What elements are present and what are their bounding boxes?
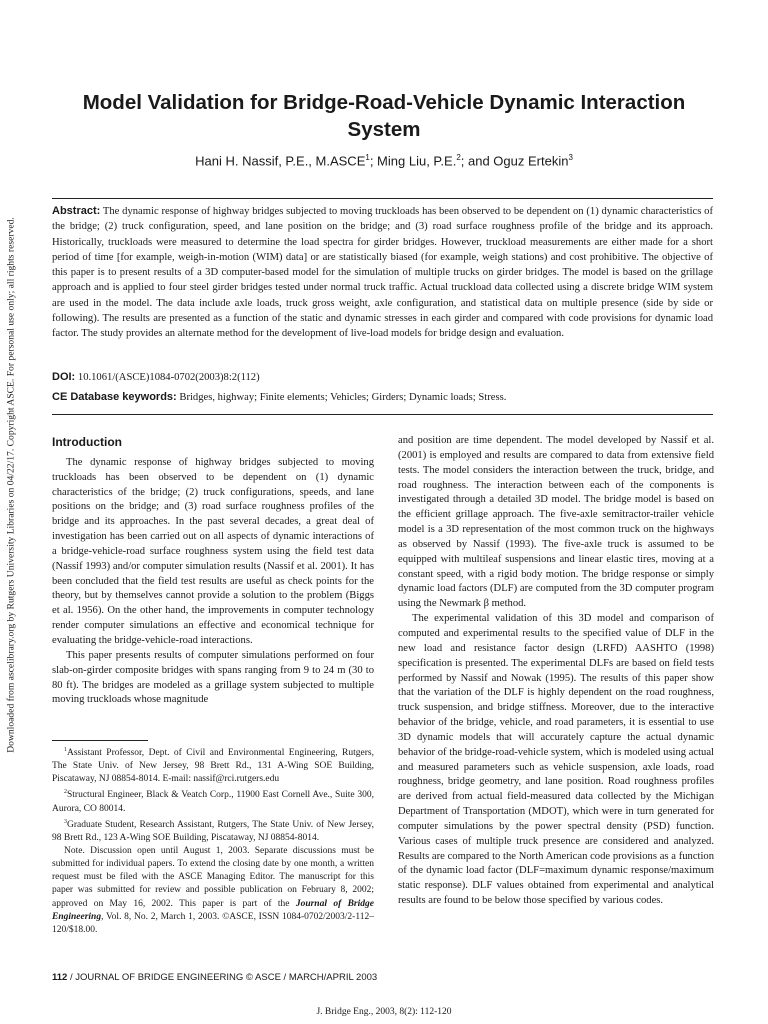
author-3: ; and Oguz Ertekin (460, 153, 569, 169)
doi-label: DOI: (52, 371, 76, 383)
abstract-label: Abstract: (52, 205, 101, 217)
footnote-2: $^2$Structural Engineer, Black & Veatch Corp., 11900 East Cornell Ave., Suite 300, Aurora, CO 80014. (52, 789, 374, 814)
abstract (52, 204, 713, 342)
abstract-bottom-rule (52, 414, 713, 415)
journal-footer: / JOURNAL OF BRIDGE ENGINEERING © ASCE / MARCH/APRIL 2003 (67, 972, 378, 983)
page-footer (52, 972, 377, 983)
intro-paragraph-2: This paper presents results of computer simulations performed on four slab-on-girder composite bridges with spans ranging from 9 to 24 m (30 to 80 ft). The bridges are modeled as a grillage system subjected to multiple moving truckloads whose magnitude (52, 649, 374, 706)
author-2-affil: 2 (456, 153, 461, 162)
abstract-text: The dynamic response of highway bridges subjected to moving truckloads has been observed to be dependent on (1) dynamic characteristics of the bridge; (2) truck configuration, speed, and lane position on the bridge; and (3) road surface roughness profile of the bridge and its approach. Historically, truckloads were measured to determine the load spectra for girder bridges. However, truckload measurements are either made for a short period of time [for example, weigh-in-motion (WIM) data] or are statistically biased (for example, weigh stations) and cost prohibitive. The objective of this paper is to present results of a 3D computer-based model for the simulation of multiple trucks on girder bridges. The model is based on the grillage approach and is applied to four steel girder bridges tested under normal truck traffic. Actual truckload data collected using a discrete bridge WIM system are used in the model. The data include axle loads, truck gross weight, axle configuration, and statistical data on multiple presence (side by side or following). The results are presented as a function of the static and dynamic stresses in each girder and compared with code provisions for dynamic load factor. The study provides an alternate method for the development of live-load models for bridge design and evaluation. (52, 206, 713, 340)
author-1-affil: 1 (365, 153, 370, 162)
author-3-affil: 3 (568, 153, 573, 162)
keywords-value: Bridges, highway; Finite elements; Vehicles; Girders; Dynamic loads; Stress. (179, 392, 507, 403)
abstract-top-rule (52, 198, 713, 199)
left-column (52, 435, 374, 708)
journal-name: Journal of Bridge Engineering (52, 898, 374, 922)
download-watermark-text: Downloaded from ascelibrary.org by Rutgers University Libraries on 04/22/17. Copyright ASCE. For personal use only; all rights reserved. (5, 217, 17, 753)
keywords (52, 391, 506, 403)
section-heading-introduction: Introduction (52, 435, 122, 449)
right-column (398, 434, 714, 909)
intro-paragraph-1: The dynamic response of highway bridges subjected to moving truckloads has been observed to be dependent on (1) dynamic characteristics of the bridge; (2) truck configurations, speeds, and lane positions on the bridge; and (3) road surface roughness profiles of the bridge and its approaches. In the past several decades, a great deal of investigation has been carried out on all aspects of dynamic interactions of a bridge-vehicle-road surface roughness system using the field test data (Nassif 1993) and/or computer simulation results (Nassif et al. 2001). It has been concluded that the field test results are useful as check points for the theory, but by themselves cannot provide a solution to the problem (Biggs et al. 1956). On the other hand, the improvements in computer technology render computer simulations an effective and economical technique for evaluating the bridge-vehicle-road interactions. (52, 456, 374, 646)
body-paragraph-continued: and position are time dependent. The model developed by Nassif et al. (2001) is employed and results are compared to data from extensive field tests. The model considers the interaction between the truck, bridge, and road roughness. The interaction between each of the components is investigated through a detailed 3D model. The bridge model is based on the efficient grillage approach. The five-axle semitractor-trailer vehicle model is a 3D representation of the most common truck on the highways as observed by Nassif (1993). The five-axle truck is assumed to be equipped with multileaf suspensions and linear elastic tires, moving at a constant speed, with a rigid body motion. The bridge response or simply dynamic load factors (DLF) are computed from the 3D computer program using the Newmark β method. (398, 435, 714, 610)
keywords-label: CE Database keywords: (52, 391, 177, 403)
discussion-note: Note. Discussion open until August 1, 2003. Separate discussions must be submitted for individual papers. To extend the closing date by one month, a written request must be filed with the ASCE Managing Editor. The manuscript for this paper was submitted for review and possible publication on February 8, 2002; approved on May 16, 2002. This paper is part of the Journal of Bridge Engineering, Vol. 8, No. 2, March 1, 2003. ©ASCE, ISSN 1084-0702/2003/2-112–120/$18.00. (52, 846, 374, 935)
citation-line: J. Bridge Eng., 2003, 8(2): 112-120 (316, 1007, 452, 1017)
doi-value[interactable]: 10.1061/(ASCE)1084-0702(2003)8:2(112) (77, 372, 260, 383)
doi (52, 371, 260, 383)
paper-title: Model Validation for Bridge-Road-Vehicle Dynamic Interaction System (82, 91, 686, 141)
footnote-1: $^1$Assistant Professor, Dept. of Civil and Environmental Engineering, Rutgers, The State Univ. of New Jersey, 98 Brett Rd., 131 A-Wing SOE Building, Piscataway, NJ 08854-8014. E-mail: nassif@rci.rutgers.edu (52, 747, 374, 785)
footnotes (52, 744, 374, 937)
footnote-3: $^3$Graduate Student, Research Assistant, Rutgers, The State Univ. of New Jersey, 98 Brett Rd., 123 A-Wing SOE Building, Piscataway, NJ 08854-8014. (52, 818, 374, 844)
body-paragraph-validation: The experimental validation of this 3D model and comparison of computed and experimental results to the specified value of DLF in the new load and resistance factor design (LRFD) AASHTO (1998) specification is presented. The experimental DLFs are based on field tests performed by Nassif and Nowak (1995). The results of this paper show that the variation of the DLF is highly dependent on the road roughness, truck suspension, and bridge stiffness. Moreover, due to the interactive behavior of the bridge, vehicle, and road parameters, it is essential to use 3D dynamic models that will accurately capture the actual dynamic behavior of the bridge-road-vehicle system, which is modeled using actual and measured parameters such as vehicle suspension, axle loads, road roughness, bridge geometry, and lane position. Road roughness profiles are derived from actual field-measured data collected by the Michigan Department of Transportation (MDOT), which were in turn generated for computer simulations by the power spectral density (PSD) function. Various cases of multiple truck presence are considered and analyzed. Results are compared to the North American code provisions as a function of the dynamic load factor (DLF=maximum dynamic response/maximum static response). DLF values obtained from experimental and analytical results are found to be below those specified by various codes. (398, 613, 714, 907)
footnote-rule (52, 740, 148, 741)
author-line (60, 153, 708, 168)
page-number: 112 (52, 972, 68, 983)
author-1: Hani H. Nassif, P.E., M.ASCE (195, 153, 366, 169)
download-watermark (4, 210, 18, 760)
author-2: ; Ming Liu, P.E. (369, 153, 457, 169)
